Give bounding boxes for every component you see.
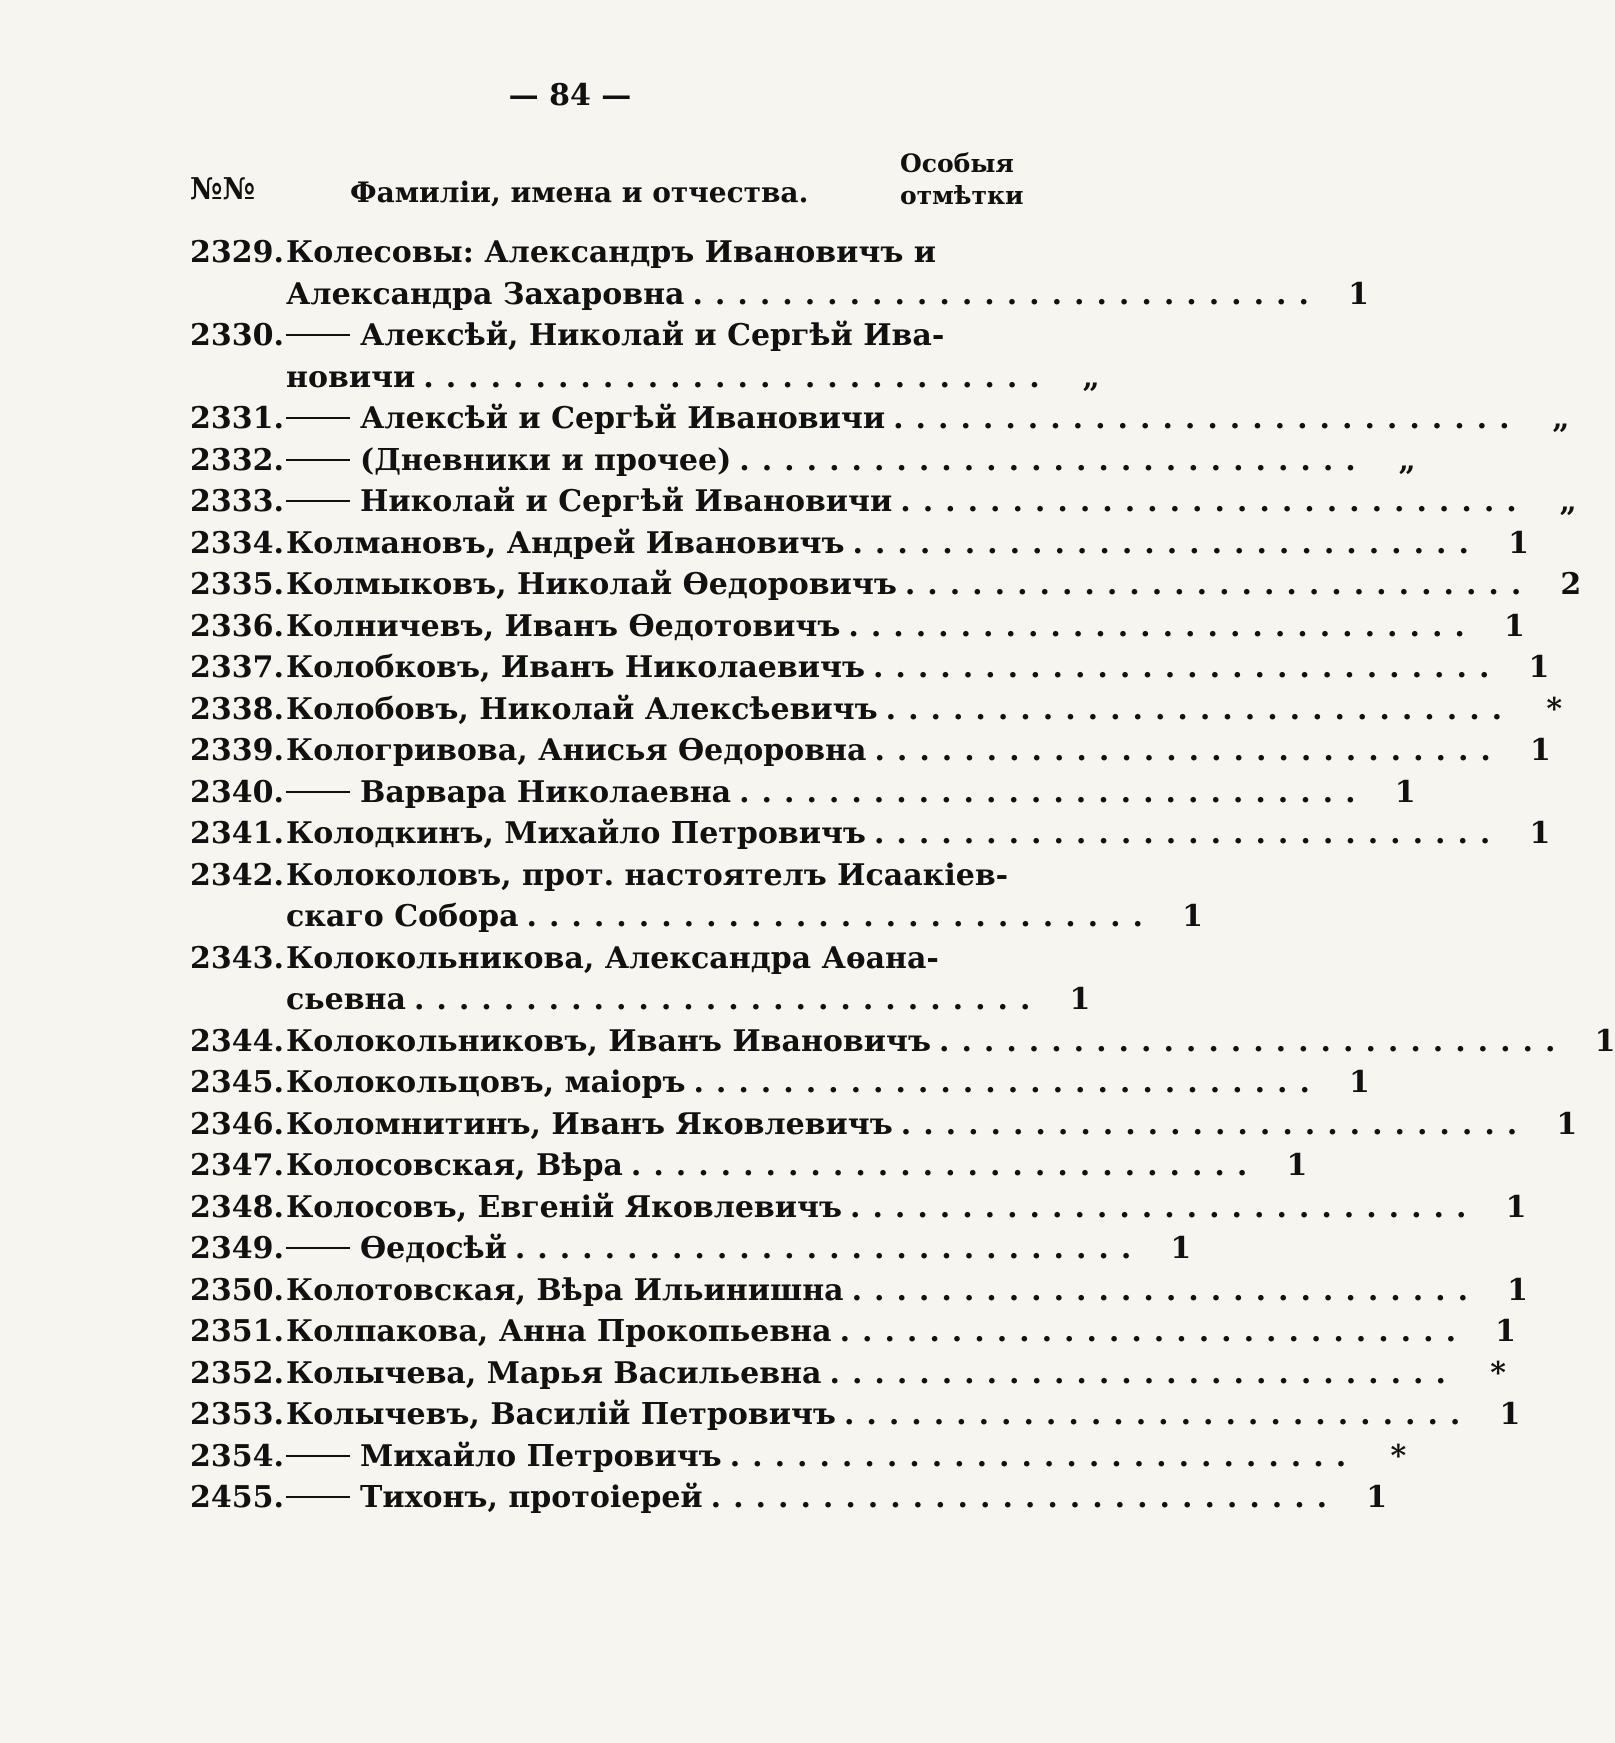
column-marks-line-1: Особыя — [900, 149, 1014, 178]
ditto-dash — [286, 500, 350, 502]
entry — [190, 1187, 1527, 1229]
leader-dots: ............................ — [874, 733, 1503, 768]
entry-line — [190, 523, 1529, 565]
entry-line — [190, 647, 1550, 689]
entry-mark: * — [1490, 1355, 1506, 1391]
entry-line — [190, 1062, 1370, 1104]
entry-number: 2346. — [190, 1106, 284, 1142]
entry — [190, 855, 1203, 938]
entry-line — [190, 938, 1010, 980]
entry — [190, 730, 1551, 772]
entry-name — [286, 1145, 623, 1187]
entry-line — [190, 1477, 1388, 1519]
entry-name-text: Кологривова, Анисья Ѳедоровна — [286, 733, 867, 768]
column-number-label: №№ — [190, 172, 256, 207]
entry-name-text: Колычева, Марья Васильевна — [286, 1355, 822, 1391]
entry-mark: 1 — [1594, 1023, 1615, 1059]
entry-name — [286, 772, 731, 814]
column-marks-label — [900, 148, 1024, 212]
entry-number: 2332. — [190, 442, 284, 478]
entry-mark: 1 — [1505, 1189, 1527, 1225]
entry-number: 2354. — [190, 1438, 284, 1474]
entry-mark: „ — [1398, 442, 1416, 478]
column-marks-line-2: отмѣтки — [900, 181, 1024, 210]
entry-line — [190, 730, 1551, 772]
leader-dots: ............................ — [710, 1480, 1340, 1515]
entry-number: 2345. — [190, 1065, 284, 1100]
entry — [190, 1228, 1192, 1270]
entry — [190, 1477, 1388, 1519]
entry — [190, 1436, 1407, 1478]
leader-dots: ............................ — [739, 442, 1368, 478]
entry-name-text: Алексѣй, Николай и Сергѣй Ива- — [360, 318, 945, 353]
entry-name — [286, 315, 944, 357]
entry-number: 2348. — [190, 1189, 284, 1225]
entry-number: 2455. — [190, 1480, 284, 1515]
leader-dots: ............................ — [939, 1023, 1568, 1059]
entry-line — [190, 606, 1525, 648]
entry — [190, 523, 1529, 565]
entry — [190, 1062, 1370, 1104]
entry-line — [190, 855, 1010, 897]
entry-name-text: сьевна — [286, 982, 406, 1017]
leader-dots: ............................ — [739, 774, 1368, 810]
entry-line — [190, 1353, 1506, 1395]
entry-number: 2337. — [190, 650, 284, 685]
entry-mark: „ — [1082, 359, 1100, 395]
entry-name — [286, 1021, 931, 1063]
entry-mark: 1 — [1069, 982, 1091, 1017]
entry-name — [286, 564, 897, 606]
entry-number: 2351. — [190, 1314, 284, 1349]
entry-number: 2329. — [190, 235, 284, 270]
entry-name — [286, 232, 936, 274]
entry-number: 2333. — [190, 484, 284, 519]
entry — [190, 606, 1525, 648]
entry-name-text: Колокольникова, Александра Аѳана- — [286, 940, 939, 976]
entry-name-text: Колобовъ, Николай Алексѣевичъ — [286, 691, 878, 727]
entry-name-text: Колмыковъ, Николай Ѳедоровичъ — [286, 567, 897, 602]
leader-dots: ............................ — [839, 1314, 1469, 1349]
leader-dots: ............................ — [900, 484, 1529, 519]
entry-number: 2353. — [190, 1397, 284, 1432]
entry-name — [286, 1187, 842, 1229]
entry — [190, 938, 1091, 1021]
entry-mark: 1 — [1507, 1272, 1529, 1308]
leader-dots: ............................ — [829, 1355, 1458, 1391]
leader-dots: ............................ — [850, 1189, 1479, 1225]
entry-name — [286, 440, 731, 482]
entry-mark: 1 — [1529, 816, 1551, 851]
entry-name — [286, 1353, 822, 1395]
entry-mark: 1 — [1530, 733, 1551, 768]
entry-line — [190, 772, 1416, 814]
leader-dots: ............................ — [852, 525, 1481, 561]
entry-name-text: Колпакова, Анна Прокопьевна — [286, 1314, 832, 1349]
column-header — [190, 148, 1024, 228]
entry — [190, 772, 1416, 814]
ditto-dash — [286, 417, 350, 419]
entry — [190, 689, 1563, 731]
entry-number: 2339. — [190, 733, 284, 768]
entry-name — [286, 855, 1008, 897]
entry-number: 2340. — [190, 774, 284, 810]
leader-dots: ............................ — [729, 1438, 1359, 1474]
page-number: — 84 — — [508, 78, 632, 113]
ditto-dash — [286, 1247, 350, 1249]
entry-number: 2347. — [190, 1148, 284, 1183]
entry-name-text: Колокольниковъ, Иванъ Ивановичъ — [286, 1023, 931, 1059]
entry-name — [286, 274, 684, 316]
entry-number: 2338. — [190, 691, 284, 727]
entry-number: 2342. — [190, 857, 284, 893]
entry-name-text: Колмановъ, Андрей Ивановичъ — [286, 525, 845, 561]
entry — [190, 1394, 1521, 1436]
entry-mark: * — [1390, 1438, 1407, 1474]
entry-line — [190, 274, 1369, 316]
ditto-dash — [286, 459, 350, 461]
leader-dots: ............................ — [851, 1272, 1481, 1308]
leader-dots: ............................ — [885, 691, 1515, 727]
entry — [190, 440, 1416, 482]
entry-mark: „ — [1559, 484, 1577, 519]
entry-mark: 1 — [1495, 1314, 1517, 1349]
leader-dots: ............................ — [526, 899, 1155, 934]
entry-line — [190, 481, 1577, 523]
entry-line — [190, 1104, 1578, 1146]
leader-dots: ............................ — [692, 276, 1321, 312]
entry-line — [190, 440, 1416, 482]
entry-line — [190, 357, 1100, 399]
entry-number: 2331. — [190, 401, 284, 436]
entry-name — [286, 1436, 722, 1478]
entry — [190, 1104, 1578, 1146]
entry-name — [286, 647, 865, 689]
entry-name — [286, 938, 939, 980]
entry-name-text: Варвара Николаевна — [360, 774, 732, 810]
entry — [190, 481, 1577, 523]
entry-name — [286, 398, 885, 440]
entry-name-text: Тихонъ, протоіерей — [360, 1480, 703, 1515]
entry-mark: 1 — [1348, 276, 1369, 312]
ditto-dash — [286, 1496, 350, 1498]
entry-line — [190, 1270, 1529, 1312]
entry-name — [286, 1062, 685, 1104]
entry-name-text: Колотовская, Вѣра Ильинишна — [286, 1272, 844, 1308]
entry-line — [190, 813, 1551, 855]
entry-mark: 1 — [1349, 1065, 1370, 1100]
entry-mark: 1 — [1170, 1231, 1192, 1266]
leader-dots: ............................ — [423, 359, 1052, 395]
leader-dots: ............................ — [848, 608, 1477, 644]
leader-dots: ............................ — [873, 816, 1503, 851]
entry-name — [286, 1228, 507, 1270]
entry-name — [286, 523, 844, 565]
entry-mark: „ — [1552, 401, 1570, 436]
entry-line — [190, 564, 1582, 606]
entry-name-text: Колничевъ, Иванъ Ѳедотовичъ — [286, 608, 841, 644]
ditto-dash — [286, 791, 350, 793]
entry — [190, 564, 1582, 606]
ditto-dash — [286, 1455, 350, 1457]
entry-name-text: скаго Собора — [286, 899, 519, 934]
leader-dots: ............................ — [893, 401, 1522, 436]
entry-name-text: Александра Захаровна — [286, 276, 685, 312]
entry-name-text: Колычевъ, Василій Петровичъ — [286, 1397, 836, 1432]
entry-mark: 1 — [1182, 899, 1203, 934]
entry-name — [286, 979, 406, 1021]
entry-mark: 1 — [1503, 608, 1525, 644]
entry — [190, 232, 1369, 315]
leader-dots: ............................ — [904, 567, 1534, 602]
entry-number: 2343. — [190, 940, 284, 976]
entry-name — [286, 481, 892, 523]
entry-name-text: Ѳедосѣй — [360, 1231, 507, 1266]
entry-number: 2350. — [190, 1272, 284, 1308]
entry-name-text: Колоколовъ, прот. настоятелъ Исаакіев- — [286, 857, 1009, 893]
entry-name — [286, 606, 840, 648]
leader-dots: ............................ — [693, 1065, 1322, 1100]
entry-number: 2335. — [190, 567, 284, 602]
leader-dots: ............................ — [843, 1397, 1473, 1432]
entry-line — [190, 1187, 1527, 1229]
entry-line — [190, 896, 1203, 938]
entry-name-text: Николай и Сергѣй Ивановичи — [360, 484, 893, 519]
entry-name — [286, 730, 866, 772]
entry-line — [190, 1145, 1308, 1187]
entry-mark: 1 — [1286, 1148, 1308, 1183]
entry-name — [286, 896, 519, 938]
entry-name-text: новичи — [286, 359, 416, 395]
entry-name-text: Колобковъ, Иванъ Николаевичъ — [286, 650, 865, 685]
entry-line — [190, 1021, 1615, 1063]
entry-mark: * — [1546, 691, 1563, 727]
entry — [190, 1353, 1506, 1395]
entry — [190, 1145, 1308, 1187]
entry-name-text: Коломнитинъ, Иванъ Яковлевичъ — [286, 1106, 893, 1142]
entry-name-text: Колосовъ, Евгеній Яковлевичъ — [286, 1189, 842, 1225]
entry-name-text: (Дневники и прочее) — [360, 442, 732, 478]
entry-line — [190, 398, 1570, 440]
entry-mark: 2 — [1560, 567, 1582, 602]
entry-number: 2330. — [190, 318, 284, 353]
entry-name — [286, 1270, 844, 1312]
entry-line — [190, 1394, 1521, 1436]
entry-mark: 1 — [1499, 1397, 1521, 1432]
entry-number: 2344. — [190, 1023, 284, 1059]
entry-line — [190, 1228, 1192, 1270]
entry-name-text: Колосовская, Вѣра — [286, 1148, 623, 1183]
entry-number: 2336. — [190, 608, 284, 644]
entry-line — [190, 689, 1563, 731]
entry-name — [286, 1394, 836, 1436]
entry-name — [286, 1477, 703, 1519]
entry-mark: 1 — [1556, 1106, 1578, 1142]
entry — [190, 647, 1550, 689]
entry-list — [190, 232, 1615, 1519]
entry-number: 2352. — [190, 1355, 284, 1391]
entry-line — [190, 315, 1010, 357]
entry — [190, 813, 1551, 855]
entry — [190, 1021, 1615, 1063]
entry-line — [190, 1436, 1407, 1478]
entry — [190, 1311, 1517, 1353]
entry-mark: 1 — [1394, 774, 1416, 810]
entry-line — [190, 232, 1010, 274]
leader-dots: ............................ — [413, 982, 1043, 1017]
entry-name-text: Колокольцовъ, маіоръ — [286, 1065, 686, 1100]
leader-dots: ............................ — [630, 1148, 1260, 1183]
leader-dots: ............................ — [872, 650, 1502, 685]
leader-dots: ............................ — [514, 1231, 1144, 1266]
entry-number: 2349. — [190, 1231, 284, 1266]
entry-name — [286, 813, 866, 855]
entry-name — [286, 1311, 832, 1353]
column-names-label: Фамиліи, имена и отчества. — [350, 176, 809, 209]
entry-mark: 1 — [1508, 525, 1529, 561]
entry-name-text: Алексѣй и Сергѣй Ивановичи — [360, 401, 886, 436]
entry-line — [190, 1311, 1517, 1353]
entry-mark: 1 — [1366, 1480, 1388, 1515]
entry-mark: 1 — [1528, 650, 1550, 685]
ditto-dash — [286, 334, 350, 336]
entry-line — [190, 979, 1091, 1021]
entry-name — [286, 1104, 893, 1146]
entry-name — [286, 357, 415, 399]
entry-number: 2341. — [190, 816, 284, 851]
entry — [190, 398, 1570, 440]
entry-name-text: Колодкинъ, Михайло Петровичъ — [286, 816, 866, 851]
entry-name-text: Михайло Петровичъ — [360, 1438, 722, 1474]
entry-name-text: Колесовы: Александръ Ивановичъ и — [286, 235, 937, 270]
entry-name — [286, 689, 878, 731]
entry — [190, 1270, 1529, 1312]
entry — [190, 315, 1100, 398]
leader-dots: ............................ — [900, 1106, 1530, 1142]
entry-number: 2334. — [190, 525, 284, 561]
